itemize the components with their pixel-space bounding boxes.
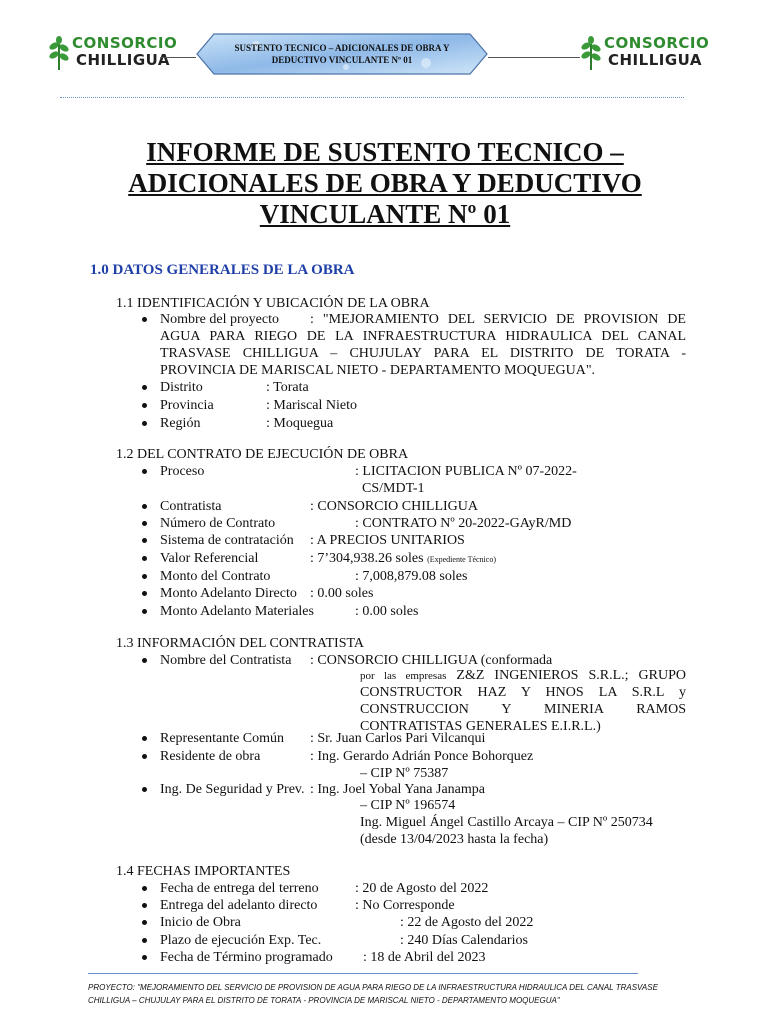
contratista-value: : CONSORCIO CHILLIGUA	[310, 499, 478, 514]
distrito-value: : Torata	[266, 380, 309, 395]
seguridad-extra: Ing. Miguel Ángel Castillo Arcaya – CIP Nº 250734	[360, 815, 653, 830]
bullet	[142, 317, 147, 322]
leaf-icon	[48, 36, 70, 70]
adelanto-directo-value: : 0.00 soles	[310, 586, 374, 601]
logo-left	[44, 30, 178, 74]
logo-line2: CHILLIGUA	[608, 51, 702, 69]
detail-lead: por las empresas	[360, 670, 447, 682]
bullet	[142, 421, 147, 426]
nombre-contratista-detail	[360, 667, 686, 735]
seguridad-extra-dates: (desde 13/04/2023 hasta la fecha)	[360, 832, 549, 847]
sistema-value: : A PRECIOS UNITARIOS	[310, 533, 465, 548]
bullet	[142, 938, 147, 943]
header-rule-right	[488, 57, 580, 58]
valor-referencial-value: : 7’304,938.26 soles	[310, 551, 424, 566]
subsection-heading-1-1: 1.1 IDENTIFICACIÓN Y UBICACIÓN DE LA OBRA	[116, 296, 430, 311]
representante-label: Representante Común	[160, 731, 285, 746]
numero-contrato-value: : CONTRATO Nº 20-2022-GAyR/MD	[355, 516, 572, 531]
bullet	[142, 521, 147, 526]
termino-label: Fecha de Término programado	[160, 950, 333, 965]
adelanto-directo-fecha-value: : No Corresponde	[355, 898, 455, 913]
bullet	[142, 736, 147, 741]
inicio-obra-value: : 22 de Agosto del 2022	[400, 915, 534, 930]
bullet	[142, 574, 147, 579]
termino-value: : 18 de Abril del 2023	[363, 950, 486, 965]
entrega-terreno-value: : 20 de Agosto del 2022	[355, 881, 489, 896]
bullet	[142, 920, 147, 925]
provincia-label: Provincia	[160, 398, 214, 413]
numero-contrato-label: Número de Contrato	[160, 516, 276, 531]
bullet	[142, 403, 147, 408]
seguridad-cip: – CIP Nº 196574	[360, 798, 456, 813]
distrito-label: Distrito	[160, 380, 203, 395]
logo-line1: CONSORCIO	[72, 34, 178, 52]
bullet	[142, 903, 147, 908]
bullet	[142, 538, 147, 543]
residente-label: Residente de obra	[160, 749, 261, 764]
inicio-obra-label: Inicio de Obra	[160, 915, 241, 930]
provincia-value: : Mariscal Nieto	[266, 398, 357, 413]
leaf-icon	[580, 36, 602, 70]
proyecto-label: Nombre del proyecto	[160, 312, 279, 327]
sistema-label: Sistema de contratación	[160, 533, 294, 548]
proceso-value: : LICITACION PUBLICA Nº 07-2022-	[355, 464, 577, 479]
header-divider	[60, 97, 684, 98]
nombre-contratista-value: : CONSORCIO CHILLIGUA (conformada	[310, 653, 553, 668]
logo-right	[576, 30, 710, 74]
bullet	[142, 754, 147, 759]
adelanto-materiales-label: Monto Adelanto Materiales	[160, 604, 314, 619]
bullet	[142, 609, 147, 614]
footer-line1: PROYECTO: "MEJORAMIENTO DEL SERVICIO DE PROVISION DE AGUA PARA RIEGO DE LA INFRAESTRUCTURA HIDRAULICA DEL CANAL TRASVASE	[88, 983, 658, 992]
valor-referencial-row	[310, 550, 496, 568]
region-label: Región	[160, 416, 201, 431]
footer-divider	[88, 973, 638, 974]
bullet	[142, 504, 147, 509]
valor-referencial-label: Valor Referencial	[160, 551, 259, 566]
residente-cip: – CIP Nº 75387	[360, 766, 449, 781]
monto-contrato-value: : 7,008,879.08 soles	[355, 569, 468, 584]
title-line1: INFORME DE SUSTENTO TECNICO –	[146, 137, 624, 167]
logo-line1: CONSORCIO	[604, 34, 710, 52]
adelanto-directo-label: Monto Adelanto Directo	[160, 586, 297, 601]
bullet	[142, 469, 147, 474]
banner-line1: SUSTENTO TECNICO – ADICIONALES DE OBRA Y	[234, 43, 450, 53]
plazo-label: Plazo de ejecución Exp. Tec.	[160, 933, 322, 948]
plazo-value: : 240 Días Calendarios	[400, 933, 528, 948]
representante-value: : Sr. Juan Carlos Pari Vilcanqui	[310, 731, 486, 746]
title-line2: ADICIONALES DE OBRA Y DEDUCTIVO	[128, 168, 642, 198]
valor-referencial-note: (Expediente Técnico)	[427, 555, 496, 564]
bullet	[142, 955, 147, 960]
entrega-terreno-label: Fecha de entrega del terreno	[160, 881, 319, 896]
logo-line2: CHILLIGUA	[76, 51, 170, 69]
bullet	[142, 591, 147, 596]
proceso-value-cont: CS/MDT-1	[362, 481, 425, 496]
proyecto-value: : "MEJORAMIENTO DEL SERVICIO DE PROVISION DE AGUA PARA RIEGO DE LA INFRAESTRUCTURA HIDRAULICA DEL CANAL TRASVASE CHILLIGUA – CHUJULAY PARA EL DISTRITO DE TORATA - PROVINCIA DE MARISCAL NIETO - DEPARTAMENTO MOQUEGUA".	[160, 312, 686, 378]
page-title	[90, 137, 680, 230]
banner-line2: DEDUCTIVO VINCULANTE Nº 01	[271, 55, 413, 65]
adelanto-materiales-value: : 0.00 soles	[355, 604, 419, 619]
header-rule-left	[160, 57, 196, 58]
subsection-heading-1-2: 1.2 DEL CONTRATO DE EJECUCIÓN DE OBRA	[116, 447, 409, 462]
contratista-label: Contratista	[160, 499, 222, 514]
region-value: : Moquegua	[266, 416, 334, 431]
header-banner	[196, 33, 488, 75]
nombre-contratista-label: Nombre del Contratista	[160, 653, 292, 668]
bullet	[142, 658, 147, 663]
detail-body: Z&Z INGENIEROS S.R.L.; GRUPO CONSTRUCTOR HAZ Y HNOS LA S.R.L y CONSTRUCCION Y MINERIA RAMOS CONTRATISTAS GENERALES E.I.R.L.)	[360, 668, 686, 734]
residente-value: : Ing. Gerardo Adrián Ponce Bohorquez	[310, 749, 534, 764]
title-line3: VINCULANTE Nº 01	[259, 199, 511, 229]
page-footer	[88, 981, 688, 1007]
proceso-label: Proceso	[160, 464, 205, 479]
seguridad-label: Ing. De Seguridad y Prev.	[160, 782, 305, 797]
subsection-heading-1-3: 1.3 INFORMACIÓN DEL CONTRATISTA	[116, 636, 365, 651]
footer-line2: CHILLIGUA – CHUJULAY PARA EL DISTRITO DE TORATA - PROVINCIA DE MARISCAL NIETO - DEPARTAMENTO MOQUEGUA"	[88, 996, 560, 1005]
bullet	[142, 787, 147, 792]
seguridad-value: : Ing. Joel Yobal Yana Janampa	[310, 782, 485, 797]
subsection-heading-1-4: 1.4 FECHAS IMPORTANTES	[116, 864, 291, 879]
monto-contrato-label: Monto del Contrato	[160, 569, 271, 584]
adelanto-directo-fecha-label: Entrega del adelanto directo	[160, 898, 318, 913]
bullet	[142, 556, 147, 561]
section-heading: 1.0 DATOS GENERALES DE LA OBRA	[90, 262, 355, 278]
bullet	[142, 886, 147, 891]
bullet	[142, 385, 147, 390]
